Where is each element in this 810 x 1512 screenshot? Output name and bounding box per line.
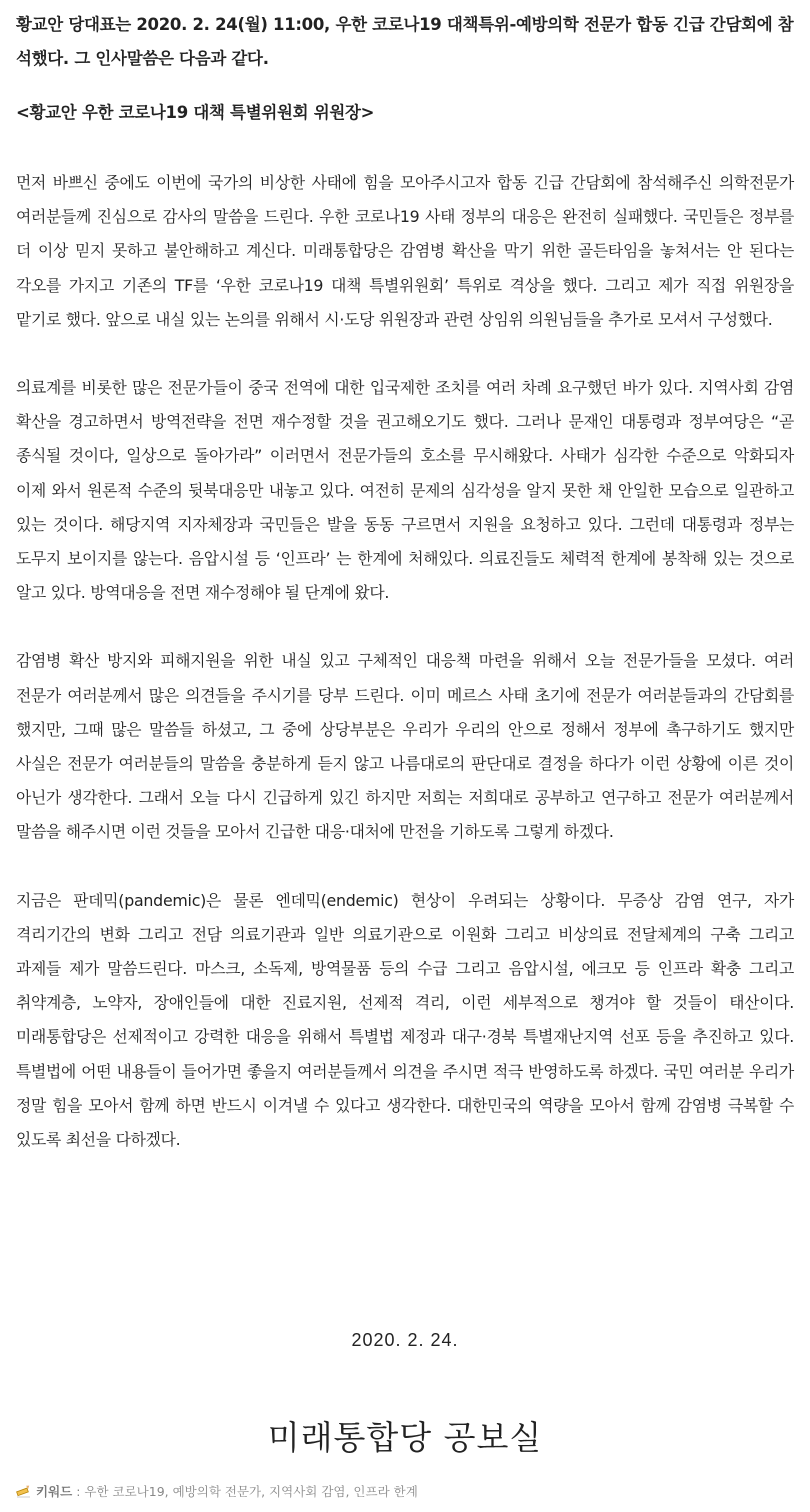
paragraph-3: 감염병 확산 방지와 피해지원을 위한 내실 있고 구체적인 대응책 마련을 위해서 오늘 전문가들을 모셨다. 여러 전문가 여러분께서 많은 의견들을 주시기를 당부 드린다. 이미 메르스 사태 초기에 전문가 여러분들과의 간담회를 했지만, 그때 많은 말씀들 하셨고, 그 중에 상당부분은 우리가 우리의 안으로 정해서 정부에 촉구하기도 했지만 사실은 전문가 여러분들의 말씀을 충분하게 듣지 않고 나름대로의 판단대로 결정을 하다가 이런 상황에 이른 것이 아닌가 생각한다. 그래서 오늘 다시 긴급하게 있긴 하지만 저희는 저희대로 공부하고 연구하고 전문가 여러분께서 말씀을 해주시면 이런 것들을 모아서 긴급한 대응·대처에 만전을 기하도록 그렇게 하겠다.: [16, 651, 794, 842]
paragraph-1: 먼저 바쁘신 중에도 이번에 국가의 비상한 사태에 힘을 모아주시고자 합동 긴급 간담회에 참석해주신 의학전문가 여러분들께 진심으로 감사의 말씀을 드린다. 우한 코로나19 사태 정부의 대응은 완전히 실패했다. 국민들은 정부를 더 이상 믿지 못하고 불안해하고 계신다. 미래통합당은 감염병 확산을 막기 위한 골든타임을 놓쳐서는 안 된다는 각오를 가지고 기존의 TF를 ‘우한 코로나19 대책 특별위원회’ 특위로 격상을 했다. 그리고 제가 직접 위원장을 맡기로 했다. 앞으로 내실 있는 논의를 위해서 시·도당 위원장과 관련 상임위 의원님들을 추가로 모셔서 구성했다.: [16, 173, 794, 329]
keyword-separator: :: [72, 1483, 85, 1499]
keyword-bar: [16, 1482, 418, 1500]
paragraph-2: 의료계를 비롯한 많은 전문가들이 중국 전역에 대한 입국제한 조치를 여러 차례 요구했던 바가 있다. 지역사회 감염 확산을 경고하면서 방역전략을 전면 재수정할 것을 권고해오기도 했다. 그러나 문재인 대통령과 정부여당은 “곧 종식될 것이다, 일상으로 돌아가라” 이러면서 전문가들의 호소를 무시해왔다. 사태가 심각한 수준으로 악화되자 이제 와서 원론적 수준의 뒷북대응만 내놓고 있다. 여전히 문제의 심각성을 알지 못한 채 안일한 모습으로 일관하고 있는 것이다. 해당지역 지자체장과 국민들은 발을 동동 구르면서 지원을 요청하고 있다. 그런데 대통령과 정부는 도무지 보이지를 않는다. 음압시설 등 ‘인프라’ 는 한계에 처해있다. 의료진들도 체력적 한계에 봉착해 있는 것으로 알고 있다. 방역대응을 전면 재수정해야 될 단계에 왔다.: [16, 378, 794, 603]
intro-text: 황교안 당대표는 2020. 2. 24(월) 11:00, 우한 코로나19 대책특위-예방의학 전문가 합동 긴급 간담회에 참석했다. 그 인사말씀은 다음과 같다.: [16, 15, 794, 68]
speaker-heading: <황교안 우한 코로나19 대책 특별위원회 위원장>: [16, 103, 375, 122]
paragraph-4: 지금은 판데믹(pandemic)은 물론 엔데믹(endemic) 현상이 우려되는 상황이다. 무증상 감염 연구, 자가 격리기간의 변화 그리고 전담 의료기관과 일반 의료기관으로 이원화 그리고 비상의료 전달체계의 구축 그리고 과제들 제가 말씀드린다. 마스크, 소독제, 방역물품 등의 수급 그리고 음압시설, 에크모 등 인프라 확충 그리고 취약계층, 노약자, 장애인들에 대한 진료지원, 선제적 격리, 이런 세부적으로 챙겨야 할 것들이 태산이다. 미래통합당은 선제적이고 강력한 대응을 위해서 특별법 제정과 대구·경북 특별재난지역 선포 등을 추진하고 있다. 특별법에 어떤 내용들이 들어가면 좋을지 여러분들께서 의견을 주시면 적극 반영하도록 하겠다. 국민 여러분 우리가 정말 힘을 모아서 함께 하면 반드시 이겨낼 수 있다고 생각한다. 대한민국의 역량을 모아서 함께 감염병 극복할 수 있도록 최선을 다하겠다.: [16, 890, 795, 1150]
organization-signature: 미래통합당 공보실: [267, 1418, 543, 1457]
release-date: 2020. 2. 24.: [351, 1330, 459, 1350]
pencil-icon: [16, 1484, 32, 1498]
keyword-label: 키워드: [36, 1484, 73, 1499]
press-release-body: [16, 8, 794, 1191]
keyword-list: 우한 코로나19, 예방의학 전문가, 지역사회 감염, 인프라 한계: [84, 1484, 418, 1499]
